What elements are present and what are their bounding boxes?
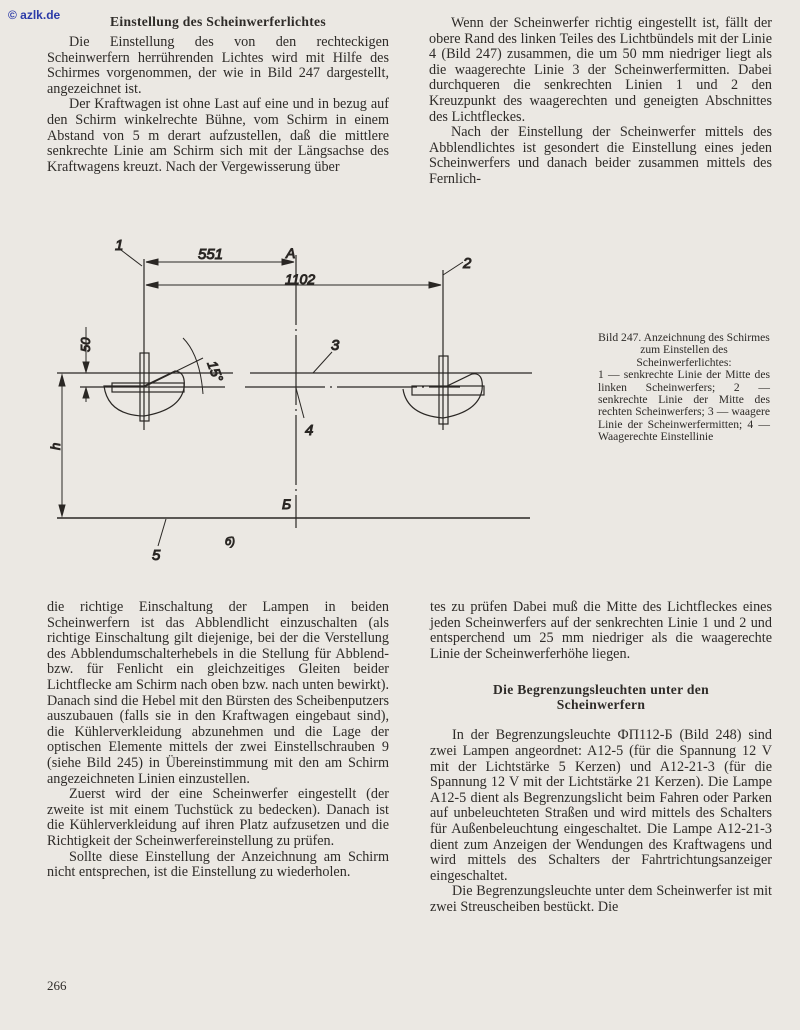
caption-title: Bild 247. Anzeichnung des Schirmes zum Einstellen des Scheinwerferlichtes:	[598, 331, 770, 369]
label-dim-551: 551	[198, 246, 224, 263]
label-line-2: 2	[463, 255, 472, 272]
page-number: 266	[47, 978, 67, 993]
column-bottom-right	[430, 600, 772, 916]
label-line-4: 4	[305, 422, 314, 439]
label-dim-50: 50	[78, 337, 93, 352]
column-bottom-left	[47, 600, 389, 881]
label-point-b: Б	[282, 496, 292, 512]
watermark: © azlk.de	[8, 8, 61, 22]
section-heading: Einstellung des Scheinwerferlichtes	[110, 14, 326, 29]
label-line-3: 3	[331, 337, 340, 354]
caption-body: 1 — senkrechte Linie der Mitte des linken Scheinwerfers; 2 — senkrechte Linie der Mitte des rechten Scheinwerfers; 3 — waagere Linie der Scheinwerfermitten; 4 — Waagerechte Einstellinie	[598, 368, 770, 444]
label-line-1: 1	[115, 237, 124, 254]
paragraph: In der Begrenzungsleuchte ФП112-Б (Bild 248) sind zwei Lampen angeordnet: A12-5 (für die Spannung 12 V mit der Lichtstärke 5 Kerzen) und A12-21-3 (für die Spannung 12 V mit der Lichtstärke 21 Kerzen). Die Lampe A12-5 dient als Begrenzungslicht beim Fahren oder Parken auf unbeleuchteten Straßen und wird mittels des Schalters für Außenbeleuchtung eingeschaltet. Die Lampe A12-21-3 dient zum Anzeigen der Wendungen des Kraftwagens und wird mittels des Schalters der Fahrtrichtungsanzeiger eingeschaltet.	[430, 727, 772, 884]
paragraph: Zuerst wird der eine Scheinwerfer eingestellt (der zweite ist mit einem Tuchstück zu bedecken). Danach ist die Kühlerverkleidung auf ihren Platz aufzusetzen und die Richtigkeit der Scheinwerfereinstellung zu prüfen.	[47, 786, 389, 849]
paragraph: Der Kraftwagen ist ohne Last auf eine und in bezug auf den Schirm winkelrechte Bühne, vom Schirm in einem Abstand von 5 m derart aufzustellen, daß die mittlere senkrechte Linie am Schirm sich mit der Längsachse des Kraftwagens kreuzt. Nach der Vergewisserung über	[47, 96, 389, 175]
paragraph: Nach der Einstellung der Scheinwerfer mittels des Abblendlichtes ist gesondert die Einstellung eines jeden Scheinwerfers und danach beider zusammen mittels des Fernlich-	[429, 124, 772, 187]
paragraph: Die Begrenzungsleuchte unter dem Scheinwerfer ist mit zwei Streuscheiben bestückt. Die	[430, 883, 772, 915]
label-line-5: 5	[152, 547, 161, 564]
label-angle: 15°	[204, 358, 227, 384]
paragraph: Sollte diese Einstellung der Anzeichnung am Schirm nicht entsprechen, ist die Einstellung zu wiederholen.	[47, 848, 389, 881]
paragraph: Wenn der Scheinwerfer richtig eingestellt ist, fällt der obere Rand des linken Teiles des Lichtbündels mit der Linie 4 (Bild 247) zusammen, die um 50 mm niedriger liegt als die waagerechte Linie 3 der Scheinwerfermitten. Dabei durchqueren die senkrechten Linien 1 und 2 den Kreuzpunkt des waagerechten und geneigten Abschnittes des Lichtfleckes.	[429, 15, 772, 125]
label-point-a: A	[286, 245, 296, 261]
section-heading: Die Begrenzungsleuchten unter den Scheinwerfern	[493, 682, 709, 713]
paragraph: tes zu prüfen Dabei muß die Mitte des Lichtfleckes eines jeden Scheinwerfers auf der senkrechten Linie 1 und 2 und entsperchend um 25 mm niedriger als die waagerechte Linie der Scheinwerferhöhe liegen.	[430, 599, 772, 662]
label-dim-1102: 1102	[285, 271, 316, 287]
figure-caption	[598, 332, 770, 444]
label-height: h	[48, 442, 63, 450]
paragraph: die richtige Einschaltung der Lampen in beiden Scheinwerfern ist das Abblendlicht einzuschalten (als richtige Einschaltung gilt diejenige, bei der die Verstellung des Abblendumschalterhebels in die Stellung für Abblend- bzw. für Fenlicht ein gleichzeitiges Gleiten beider Lichtflecke am Schirm nach oben bzw. nach unten bewirkt). Danach sind die Hebel mit den Bürsten des Scheibenputzers auszubauen (falls sie in den Kraftwagen eingebaut sind), die Kühlerverkleidung abzunehmen und die Lage der optischen Elemente mittels der zwei Einstellschrauben 9 (siehe Bild 245) in Übereinstimmung mit den am Schirm angezeichneten Linien einzustellen.	[47, 599, 389, 787]
label-sub: б)	[225, 536, 235, 548]
paragraph: Die Einstellung des von den rechteckigen Scheinwerfern herrührenden Lichtes wird mit Hilfe des Schirmes vorgenommen, der wie in Bild 247 dargestellt, angezeichnet ist.	[47, 34, 389, 97]
